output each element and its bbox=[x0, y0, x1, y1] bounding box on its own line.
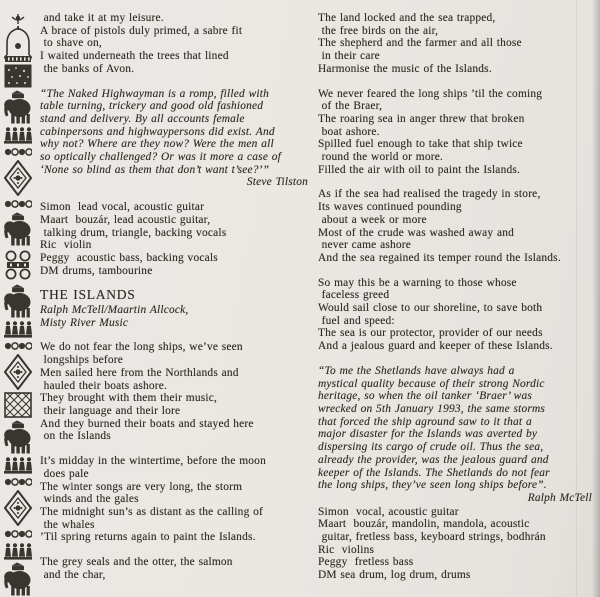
bead-chain-icon bbox=[5, 531, 32, 537]
text-line: table turning, trickery and good old fashioned bbox=[40, 100, 264, 113]
text-line: round the world or more. bbox=[318, 151, 444, 164]
text-line: ’Til spring returns again to paint the Islands. bbox=[40, 531, 256, 544]
ornament-strip-svg bbox=[1, 0, 35, 597]
text-line: keeper of the Islands. The Shetlands do not fear bbox=[318, 466, 550, 479]
text-line: of the Braer, bbox=[318, 100, 383, 113]
text-line: does pale bbox=[40, 467, 89, 480]
bead-chain-icon bbox=[5, 479, 32, 485]
text-line: winds and the gales bbox=[40, 493, 139, 506]
text-line: never came ashore bbox=[318, 239, 411, 252]
text-line: I waited underneath the trees that lined bbox=[40, 50, 229, 63]
text-line: so optically challenged? Or was it more a case of bbox=[40, 151, 281, 164]
text-line: The grey seals and the otter, the salmon bbox=[40, 556, 233, 569]
figures-band-icon bbox=[4, 321, 32, 337]
bead-chain-icon bbox=[5, 343, 32, 349]
text-line: the free birds on the air, bbox=[318, 24, 439, 37]
text-line: And they burned their boats and stayed here bbox=[40, 417, 254, 430]
text-line: Maart bouzár, mandolin, mandola, acoustic bbox=[318, 518, 530, 531]
text-line: The shepherd and the farmer and all those bbox=[318, 37, 522, 50]
text-line: and take it at my leisure. bbox=[40, 12, 164, 24]
text-line: dispersing its cargo of crude oil. Thus the sea, bbox=[318, 441, 544, 454]
text-line: and the char, bbox=[40, 568, 106, 581]
text-line: fuel and speed: bbox=[318, 314, 395, 327]
text-line: the long ships, they’ve seen long ships before”. bbox=[318, 479, 547, 492]
text-line: Filled the air with oil to paint the Islands. bbox=[318, 163, 521, 176]
credits-block bbox=[40, 201, 312, 277]
bead-chain-icon bbox=[5, 201, 32, 207]
text-line: And a jealous guard and keeper of these Islands. bbox=[318, 340, 553, 353]
text-line: the banks of Avon. bbox=[40, 62, 135, 75]
text-line: longships before bbox=[40, 354, 124, 367]
diamond-medallion-icon bbox=[5, 161, 31, 195]
text-line: that forced the ship aground saw to it that a bbox=[318, 415, 532, 428]
text-line: why not? Where are they now? Were the men all bbox=[40, 138, 274, 151]
text-line: faceless greed bbox=[318, 289, 390, 302]
text-line: We do not fear the long ships, we’ve seen bbox=[40, 341, 243, 354]
verse-block bbox=[40, 455, 312, 544]
text-line: boat ashore. bbox=[318, 125, 380, 138]
verse-block bbox=[318, 88, 596, 177]
quote-attribution: Steve Tilston bbox=[246, 176, 308, 189]
figures-band-icon bbox=[4, 543, 32, 559]
elephant-icon bbox=[4, 563, 30, 596]
text-line: stand and delivery. By all accounts female bbox=[40, 112, 245, 125]
text-line: “The Naked Highwayman is a romp, filled with bbox=[40, 87, 269, 100]
quote-attribution: Ralph McTell bbox=[527, 491, 592, 504]
text-line: about a week or more bbox=[318, 213, 427, 226]
text-line: And the sea regained its temper round the Islands. bbox=[318, 251, 561, 264]
elephant-icon bbox=[4, 91, 30, 124]
text-line: talking drum, triangle, backing vocals bbox=[40, 226, 227, 239]
heading-block bbox=[40, 289, 312, 302]
quote-block bbox=[40, 88, 312, 190]
text-line: cabinpersons and highwaypersons did exist. And bbox=[40, 125, 275, 138]
text-line: heritage, so when the oil tanker ‘Braer’ was bbox=[318, 390, 532, 403]
text-line: major disaster for the Islands was averted by bbox=[318, 428, 538, 441]
foliage-block-icon bbox=[5, 65, 32, 88]
lattice-band-icon bbox=[5, 393, 31, 417]
text-line: Peggy fretless bass bbox=[318, 556, 414, 569]
text-line: ‘None so blind as them that don’t want t’see?’” bbox=[40, 163, 270, 176]
text-line: Would sail close to our shoreline, to save both bbox=[318, 302, 543, 315]
text-line: THE ISLANDS bbox=[40, 287, 136, 303]
diamond-medallion-icon bbox=[5, 355, 31, 389]
verse-block bbox=[318, 277, 596, 353]
verse-block bbox=[40, 12, 312, 76]
text-line: The winter songs are very long, the storm bbox=[40, 480, 243, 493]
text-line: wrecked on 5th January 1993, the same storms bbox=[318, 402, 546, 415]
bead-chain-icon bbox=[5, 149, 32, 155]
text-line: Harmonise the music of the Islands. bbox=[318, 62, 492, 75]
text-line: “To me the Shetlands have always had a bbox=[318, 364, 515, 377]
verse-block bbox=[40, 556, 312, 581]
elephant-icon bbox=[4, 285, 30, 318]
text-line: DM drums, tambourine bbox=[40, 264, 153, 277]
text-line: Ric violin bbox=[40, 239, 92, 252]
text-line: the whales bbox=[40, 518, 95, 531]
text-line: in their care bbox=[318, 50, 380, 63]
text-line: Ralph McTell/Maartin Allcock, bbox=[40, 304, 189, 317]
figures-band-icon bbox=[4, 127, 32, 143]
text-line: to shave on, bbox=[40, 37, 102, 50]
credits-block bbox=[318, 506, 596, 582]
text-line: mystical quality because of their strong Nordic bbox=[318, 377, 545, 390]
quote-block bbox=[318, 365, 596, 505]
temple-dome-icon bbox=[5, 26, 32, 62]
text-line: Simon lead vocal, acoustic guitar bbox=[40, 201, 205, 214]
text-line: A brace of pistols duly primed, a sabre fit bbox=[40, 24, 243, 37]
text-line: They brought with them their music, bbox=[40, 392, 218, 405]
text-line: hauled their boats ashore. bbox=[40, 379, 168, 392]
text-line: already the provider, was the jealous guard and bbox=[318, 453, 549, 466]
text-line: Maart bouzár, lead acoustic guitar, bbox=[40, 213, 211, 226]
subheading-block bbox=[40, 304, 312, 329]
text-line: The land locked and the sea trapped, bbox=[318, 12, 496, 24]
elephant-icon bbox=[4, 213, 30, 246]
text-line: So may this be a warning to those whose bbox=[318, 276, 517, 289]
text-line: on the Islands bbox=[40, 430, 111, 443]
figures-band-icon bbox=[4, 457, 32, 473]
text-line: Its waves continued pounding bbox=[318, 201, 462, 214]
ornament-strip bbox=[4, 14, 32, 596]
text-line: DM sea drum, log drum, drums bbox=[318, 569, 471, 582]
diamond-medallion-icon bbox=[5, 491, 31, 525]
elephant-icon bbox=[4, 421, 30, 454]
left-column bbox=[40, 12, 312, 593]
text-line: The sea is our protector, provider of our needs bbox=[318, 327, 543, 340]
scroll-cartouche-icon bbox=[6, 251, 29, 278]
text-line: Simon vocal, acoustic guitar bbox=[318, 505, 459, 518]
text-line: We never feared the long ships ’til the coming bbox=[318, 87, 543, 100]
verse-block bbox=[318, 188, 596, 264]
text-line: Ric violins bbox=[318, 543, 375, 556]
finial-icon bbox=[12, 14, 24, 24]
text-line: The midnight sun’s as distant as the calling of bbox=[40, 505, 263, 518]
verse-block bbox=[318, 12, 596, 76]
text-line: Spilled fuel enough to take that ship twice bbox=[318, 138, 523, 151]
text-line: their language and their lore bbox=[40, 404, 181, 417]
text-line: Most of the crude was washed away and bbox=[318, 226, 515, 239]
right-column bbox=[318, 12, 596, 594]
verse-block bbox=[40, 341, 312, 443]
text-line: As if the sea had realised the tragedy in store, bbox=[318, 188, 541, 201]
text-line: guitar, fretless bass, keyboard strings, bodhrán bbox=[318, 531, 546, 544]
text-line: Men sailed here from the Northlands and bbox=[40, 366, 239, 379]
text-line: It’s midday in the wintertime, before the moon bbox=[40, 455, 266, 468]
text-line: Peggy acoustic bass, backing vocals bbox=[40, 251, 218, 264]
text-line: The roaring sea in anger threw that broken bbox=[318, 112, 525, 125]
text-line: Misty River Music bbox=[40, 316, 129, 329]
